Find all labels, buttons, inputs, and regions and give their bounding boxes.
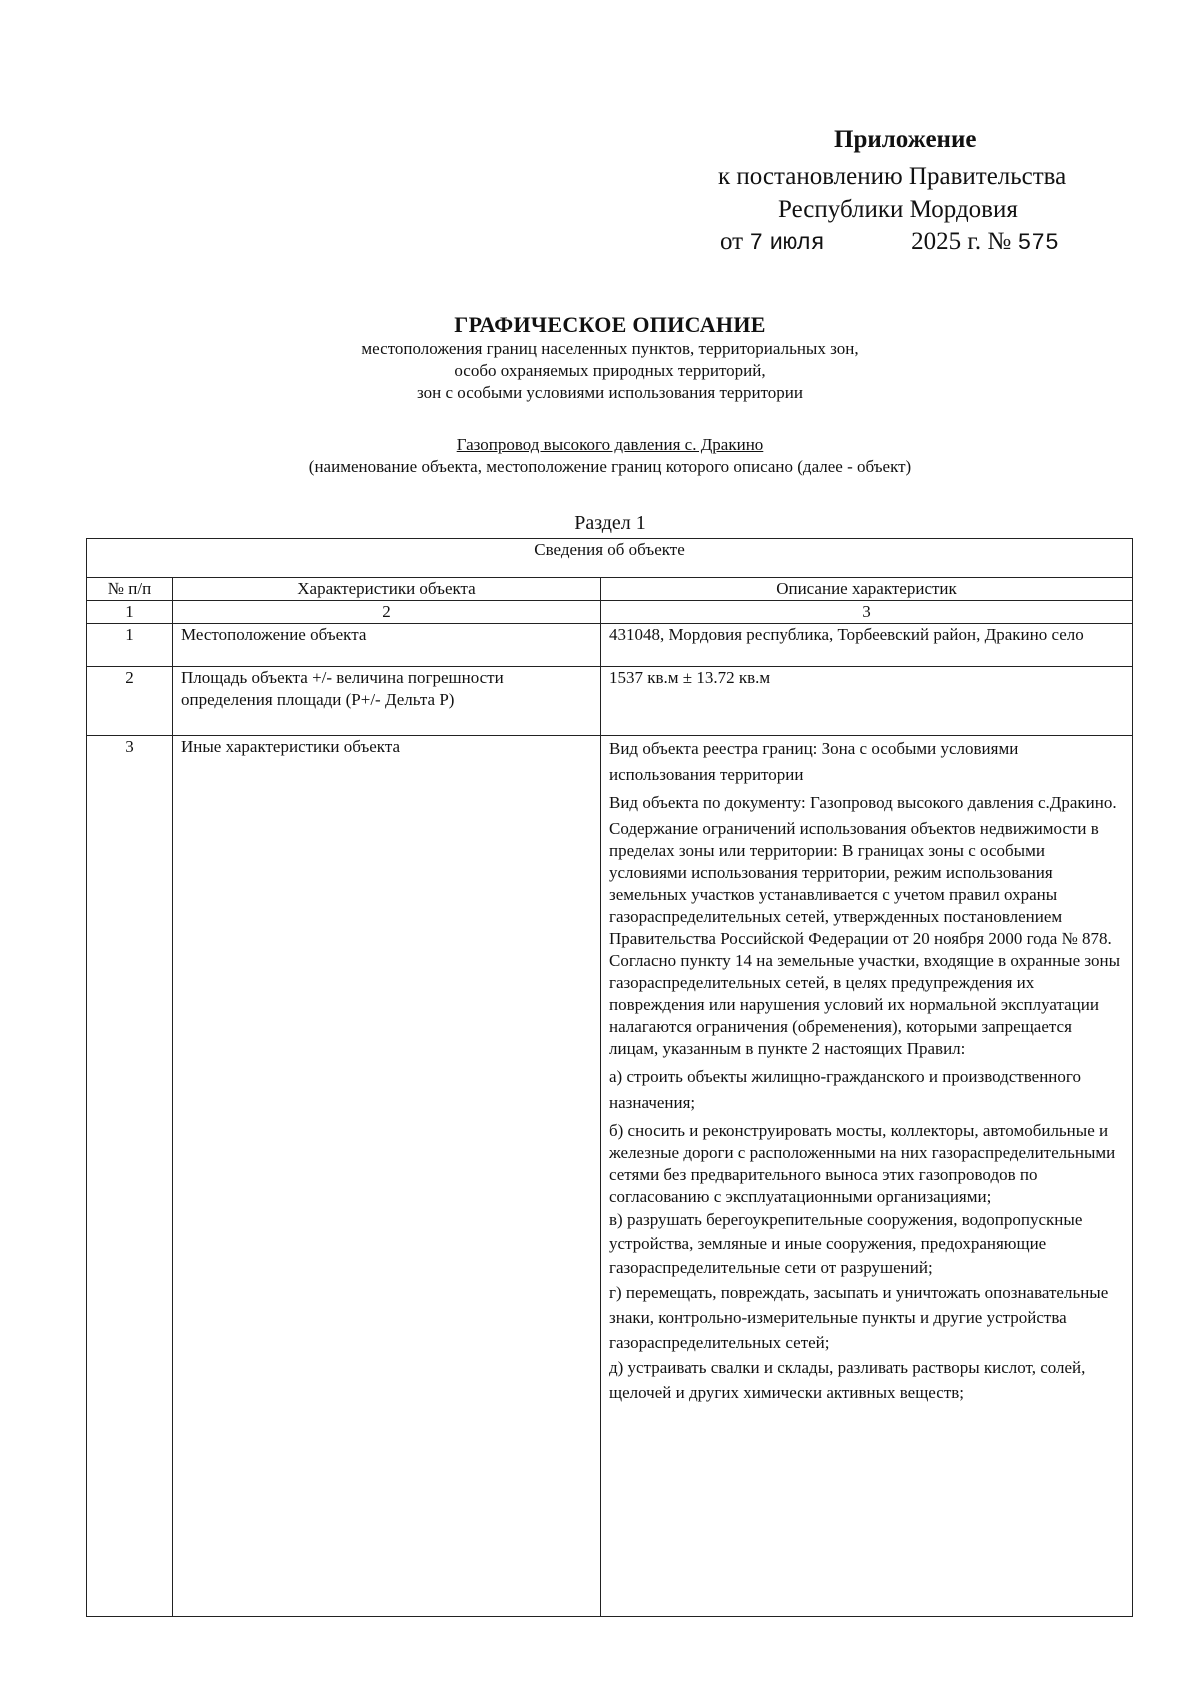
desc-paragraph: в) разрушать берегоукрепительные сооружения, водопропускные устройства, земляные и иные сооружения, предохраняющие газораспределительные сети от разрушений; [609, 1210, 1083, 1277]
table-row [87, 624, 1133, 667]
document-subtitle-3: зон с особыми условиями использования территории [417, 383, 803, 402]
date-prefix: от [720, 228, 744, 255]
section-label: Раздел 1 [574, 512, 646, 534]
row-description: 1537 кв.м ± 13.72 кв.м [601, 667, 1133, 736]
header-number: № п/п [87, 578, 173, 601]
object-info-table [86, 538, 1133, 1617]
row-characteristic: Иные характеристики объекта [173, 736, 601, 1617]
appendix-header [0, 118, 1200, 278]
appendix-line-resolution: к постановлению Правительства [718, 163, 1067, 190]
object-caption: (наименование объекта, местоположение границ которого описано (далее - объект) [308, 457, 912, 476]
appendix-date-line [720, 228, 1059, 256]
desc-paragraph: г) перемещать, повреждать, засыпать и уничтожать опознавательные знаки, контрольно-измерительные пункты и другие устройства газораспределительных сетей; [609, 1283, 1109, 1352]
row-number: 3 [87, 736, 173, 1617]
col-number-2: 2 [173, 601, 601, 624]
desc-paragraph: б) сносить и реконструировать мосты, коллекторы, автомобильные и железные дороги с расположенными на них газораспределительными сетями без предварительного выноса этих газопроводов по согласованию с эксплуатационными организациями; [609, 1121, 1116, 1206]
object-name: Газопровод высокого давления с. Дракино [456, 435, 764, 454]
desc-paragraph: а) строить объекты жилищно-гражданского и производственного назначения; [609, 1067, 1081, 1112]
appendix-title: Приложение [834, 126, 977, 153]
col-number-1: 1 [87, 601, 173, 624]
header-description: Описание характеристик [601, 578, 1133, 601]
header-characteristics: Характеристики объекта [173, 578, 601, 601]
table-row [87, 736, 1133, 1617]
object-name-block [0, 434, 1200, 478]
row-number: 2 [87, 667, 173, 736]
row-characteristic: Местоположение объекта [173, 624, 601, 667]
col-number-3: 3 [601, 601, 1133, 624]
desc-paragraph: д) устраивать свалки и склады, разливать растворы кислот, солей, щелочей и других химически активных веществ; [609, 1358, 1086, 1402]
desc-paragraph: Вид объекта реестра границ: Зона с особыми условиями использования территории [609, 739, 1019, 784]
row-characteristic: Площадь объекта +/- величина погрешности определения площади (Р+/- Дельта Р) [173, 667, 601, 736]
date-day: 7 [749, 230, 764, 256]
document-heading [0, 312, 1200, 404]
table-row [87, 667, 1133, 736]
date-year: 2025 г. № [911, 228, 1012, 255]
date-number: 575 [1017, 230, 1059, 256]
document-subtitle-1: местоположения границ населенных пунктов, территориальных зон, [361, 339, 859, 358]
date-month: июля [769, 230, 825, 256]
row-number: 1 [87, 624, 173, 667]
row-description: 431048, Мордовия республика, Торбеевский район, Дракино село [601, 624, 1133, 667]
document-subtitle-2: особо охраняемых природных территорий, [454, 361, 766, 380]
table-caption: Сведения об объекте [87, 539, 1133, 578]
desc-paragraph: Вид объекта по документу: Газопровод высокого давления с.Дракино. [609, 793, 1117, 812]
row-description [601, 736, 1133, 1617]
desc-paragraph: Содержание ограничений использования объектов недвижимости в пределах зоны или территории: В границах зоны с особыми условиями использования территории, режим использования земельных участков устанавливается с учетом правил охраны газораспределительных сетей, утвержденных постановлением Правительства Российской Федерации от 20 ноября 2000 года № 878. Согласно пункту 14 на земельные участки, входящие в охранные зоны газораспределительных сетей, в целях предупреждения их повреждения или нарушения условий их нормальной эксплуатации налагаются ограничения (обременения), которыми запрещается лицам, указанным в пункте 2 настоящих Правил: [609, 819, 1121, 1058]
document-title: ГРАФИЧЕСКОЕ ОПИСАНИЕ [454, 312, 766, 337]
appendix-line-republic: Республики Мордовия [778, 196, 1018, 223]
